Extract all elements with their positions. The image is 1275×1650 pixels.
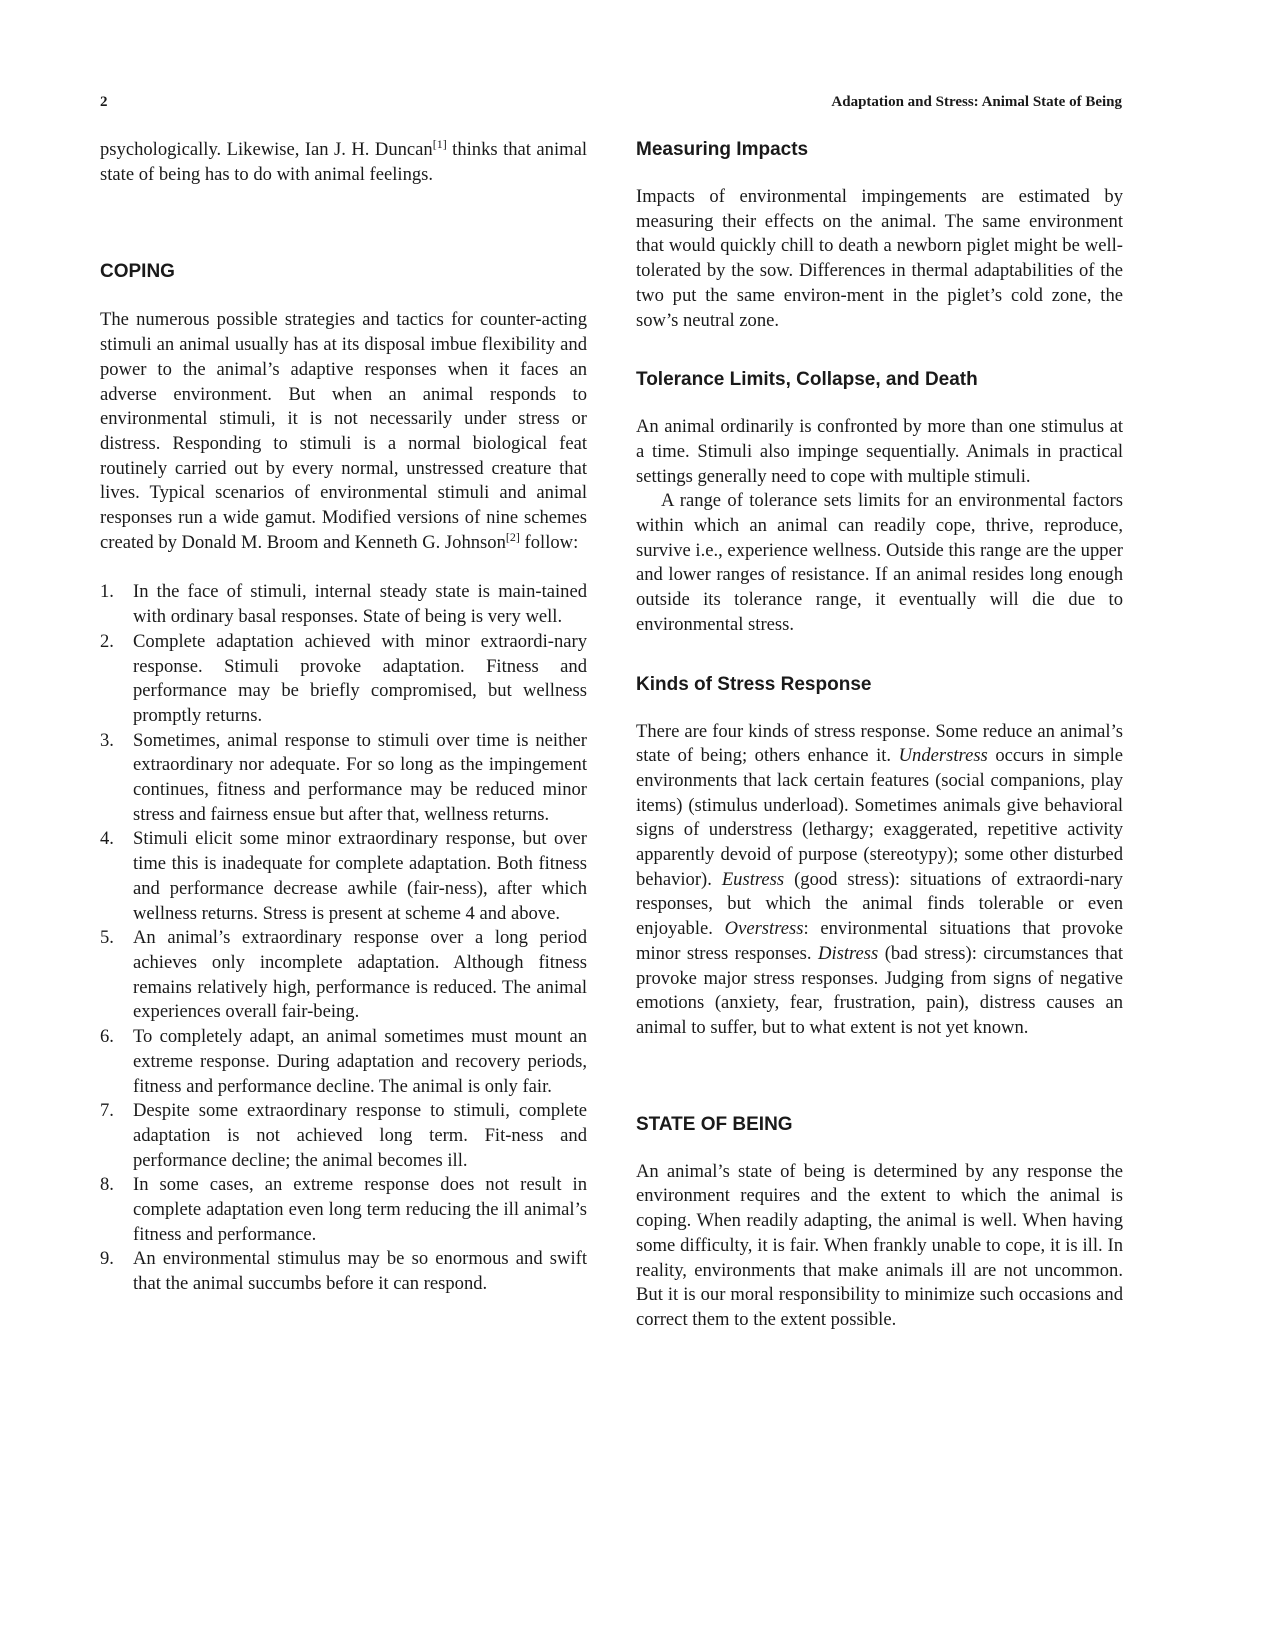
list-item: 8. In some cases, an extreme response does not result in complete adaptation even long term reducing the ill animal’s fitness and performance. bbox=[100, 1174, 587, 1245]
list-item: 3. Sometimes, animal response to stimuli over time is neither extraordinary nor adequate. For so long as the impingement continues, fitness and performance may be reduced minor stress and fairness ensue but after that, wellness returns. bbox=[100, 729, 587, 825]
list-item: 2. Complete adaptation achieved with minor extraordi-nary response. Stimuli provoke adaptation. Fitness and performance may be briefly compromised, but wellness promptly returns. bbox=[100, 630, 587, 726]
tolerance-paragraph-1: An animal ordinarily is confronted by more than one stimulus at a time. Stimuli also impinge sequentially. Animals in practical settings generally need to cope with multiple stimuli. bbox=[636, 416, 1123, 487]
term-distress: Distress bbox=[818, 942, 879, 964]
term-eustress: Eustress bbox=[721, 868, 785, 890]
section-heading-coping: COPING bbox=[100, 261, 175, 283]
tolerance-paragraph-2: A range of tolerance sets limits for an environmental factors within which an animal can readily cope, thrive, reproduce, survive i.e., experience wellness. Outside this range are the upper and lower ranges of resistance. If an animal resides long enough outside its tolerance range, it eventually will die due to environmental stress. bbox=[636, 490, 1123, 635]
list-item: 5. An animal’s extraordinary response over a long period achieves only incomplete adaptation. Although fitness remains relatively high, performance is reduced. The animal experiences overall fair-being. bbox=[100, 927, 587, 1023]
list-item: 4. Stimuli elicit some minor extraordinary response, but over time this is inadequate for complete adaptation. Both fitness and performance decrease awhile (fair-ness), after which wellness returns. Stress is present at scheme 4 and above. bbox=[100, 828, 587, 924]
running-title: Adaptation and Stress: Animal State of Being bbox=[831, 94, 1122, 110]
state-of-being-paragraph: An animal’s state of being is determined by any response the environment requires and the extent to which the animal is coping. When readily adapting, the animal is well. When having some difficulty, it is fair. When frankly unable to cope, it is ill. In reality, environments that make animals ill are not uncommon. But it is our moral responsibility to minimize such occasions and correct them to the extent possible. bbox=[636, 1160, 1123, 1330]
intro-paragraph: psychologically. Likewise, Ian J. H. Duncan[1] thinks that animal state of being has to do with animal feelings. bbox=[100, 137, 588, 185]
section-heading-state-of-being: STATE OF BEING bbox=[636, 1113, 793, 1135]
page-number: 2 bbox=[100, 94, 108, 110]
schemes-list bbox=[100, 580, 587, 1296]
subheading-kinds-of-stress: Kinds of Stress Response bbox=[636, 673, 872, 695]
list-item: 9. An environmental stimulus may be so enormous and swift that the animal succumbs before it can respond. bbox=[100, 1248, 587, 1295]
citation-ref: [1] bbox=[432, 137, 447, 151]
subheading-tolerance-limits: Tolerance Limits, Collapse, and Death bbox=[636, 369, 978, 391]
measuring-paragraph: Impacts of environmental impingements are estimated by measuring their effects on the animal. The same environment that would quickly chill to death a newborn piglet might be well-tolerated by the sow. Differences in thermal adaptabilities of the two put the same environ-ment in the piglet’s cold zone, the sow’s neutral zone. bbox=[636, 186, 1123, 331]
term-overstress: Overstress bbox=[724, 918, 804, 940]
page-header bbox=[100, 94, 1122, 116]
subheading-measuring-impacts: Measuring Impacts bbox=[636, 139, 809, 160]
list-item: 6. To completely adapt, an animal sometimes must mount an extreme response. During adaptation and recovery periods, fitness and performance decline. The animal is only fair. bbox=[100, 1026, 587, 1097]
list-item: 7. Despite some extraordinary response to stimuli, complete adaptation is not achieved long term. Fit-ness and performance decline; the animal becomes ill. bbox=[100, 1100, 587, 1171]
citation-ref: [2] bbox=[505, 529, 520, 544]
coping-paragraph: The numerous possible strategies and tactics for counter-acting stimuli an animal usually has at its disposal imbue flexibility and power to the animal’s adaptive responses when it faces an adverse environment. But when an animal responds to environmental stimuli, it is not necessarily under stress or distress. Responding to stimuli is a normal biological feat routinely carried out by every normal, unstressed creature that lives. Typical scenarios of environmental stimuli and animal responses run a wide gamut. Modified versions of nine schemes created by Donald M. Broom and Kenneth G. Johnson[2] follow: bbox=[100, 309, 587, 553]
list-item: 1. In the face of stimuli, internal steady state is main-tained with ordinary basal responses. State of being is very well. bbox=[100, 581, 587, 628]
left-column bbox=[100, 138, 587, 1297]
term-understress: Understress bbox=[898, 745, 988, 767]
kinds-paragraph: There are four kinds of stress response. Some reduce an animal’s state of being; others enhance it. Understress occurs in simple environments that lack certain features (social companions, play items) (stimulus underload). Sometimes animals give behavioral signs of understress (lethargy; exaggerated, repetitive activity apparently devoid of purpose (stereotypy); some other disturbed behavior). Eustress (good stress): situations of extraordi-nary responses, but which the animal finds tolerable or even enjoyable. Overstress: environmental situations that provoke minor stress responses. Distress (bad stress): circumstances that provoke major stress responses. Judging from signs of negative emotions (anxiety, fear, frustration, pain), distress causes an animal to suffer, but to what extent is not yet known. bbox=[636, 720, 1123, 1038]
right-column bbox=[636, 138, 1123, 1333]
